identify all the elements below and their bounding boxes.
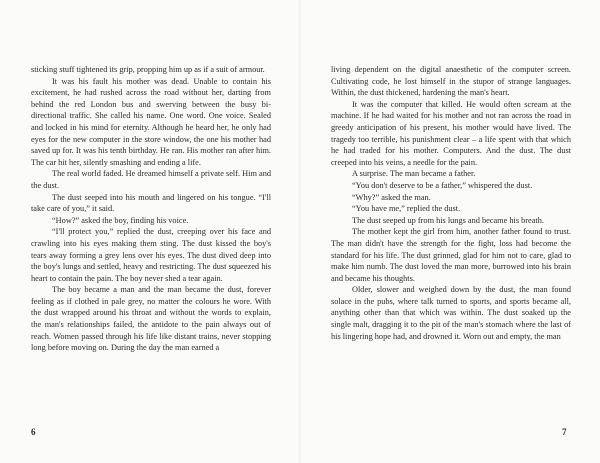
paragraph: The real world faded. He dreamed himself a private self. Him and the dust. <box>31 169 271 190</box>
paragraph: sticking stuff tightened its grip, propping him up as if a suit of armour. <box>31 65 265 74</box>
right-page-text <box>331 64 571 342</box>
paragraph: “I'll protect you,” replied the dust, creeping over his face and crawling into his eyes making them sting. The dust kissed the boy's tears away forming a grey lens over his eyes. The dust dived deep into the boy's lungs and settled, heavy and restricting. The dust squeezed his heart to contain the pain. The boy never shed a tear again. <box>31 227 271 283</box>
paragraph: The dust seeped into his mouth and lingered on his tongue. “I'll take care of you,” it said. <box>31 192 271 214</box>
paragraph: The dust seeped up from his lungs and became his breath. <box>352 215 544 225</box>
paragraph: Older, slower and weighed down by the dust, the man found solace in the pubs, where talk turned to sports, and sports became all, anything other than that which was within. The dust soaked up the single malt, dragging it to the pit of the man's stomach where the last of his lingering hope had, and drowned it. Worn out and empty, the man <box>331 285 571 341</box>
paragraph: “How?” asked the boy, finding his voice. <box>52 215 189 225</box>
right-page <box>300 0 600 463</box>
page-number-right: 7 <box>562 427 567 437</box>
paragraph: “You have me,” replied the dust. <box>352 204 461 214</box>
paragraph: The mother kept the girl from him, another father found to trust. The man didn't have the strength for the fight, loss had become the standard for his life. The dust grinned, glad for him not to care, glad to make him numb. The dust loved the man more, burrowed into his brain and became his thoughts. <box>331 227 571 283</box>
paragraph: It was his fault his mother was dead. Unable to contain his excitement, he had rushed across the road without her, darting from behind the red London bus and swerving between the busy bi-directional traffic. She called his name. One word. One voice. Sealed and locked in his mind for eternity. Although he heard her, he only had eyes for the new computer in the store window, the one his mother had saved up for. It was his tenth birthday. He ran. His mother ran after him. The car hit her, silently smashing and ending a life. <box>31 76 271 167</box>
paragraph: The boy became a man and the man became the dust, forever feeling as if clothed in pale grey, no matter the colours he wore. With the dust wrapped around his throat and without the words to explain, the man's relationships failed, the antidote to the pain always out of reach. Women passed through his life like distant trains, never stopping long before moving on. During the day the man earned a <box>31 285 271 353</box>
paragraph: “You don't deserve to be a father,” whispered the dust. <box>352 180 533 190</box>
paragraph: “Why?” asked the man. <box>352 192 431 202</box>
page-number-left: 6 <box>31 427 36 437</box>
left-page-text <box>31 64 271 354</box>
paragraph: A surprise. The man became a father. <box>352 169 476 179</box>
paragraph: It was the computer that killed. He would often scream at the machine. If he had waited for his mother and not ran across the road in greedy anticipation of his present, his mother would have lived. The tragedy too terrible, his punishment clear – a life spent with that which he had traded for his mother. Computers. And the dust. The dust creeped into his veins, a needle for the pain. <box>331 99 571 167</box>
paragraph: living dependent on the digital anaesthetic of the computer screen. Cultivating code, he lost himself in the stupor of strange languages. Within, the dust thickened, hardening the man's heart. <box>331 65 571 98</box>
